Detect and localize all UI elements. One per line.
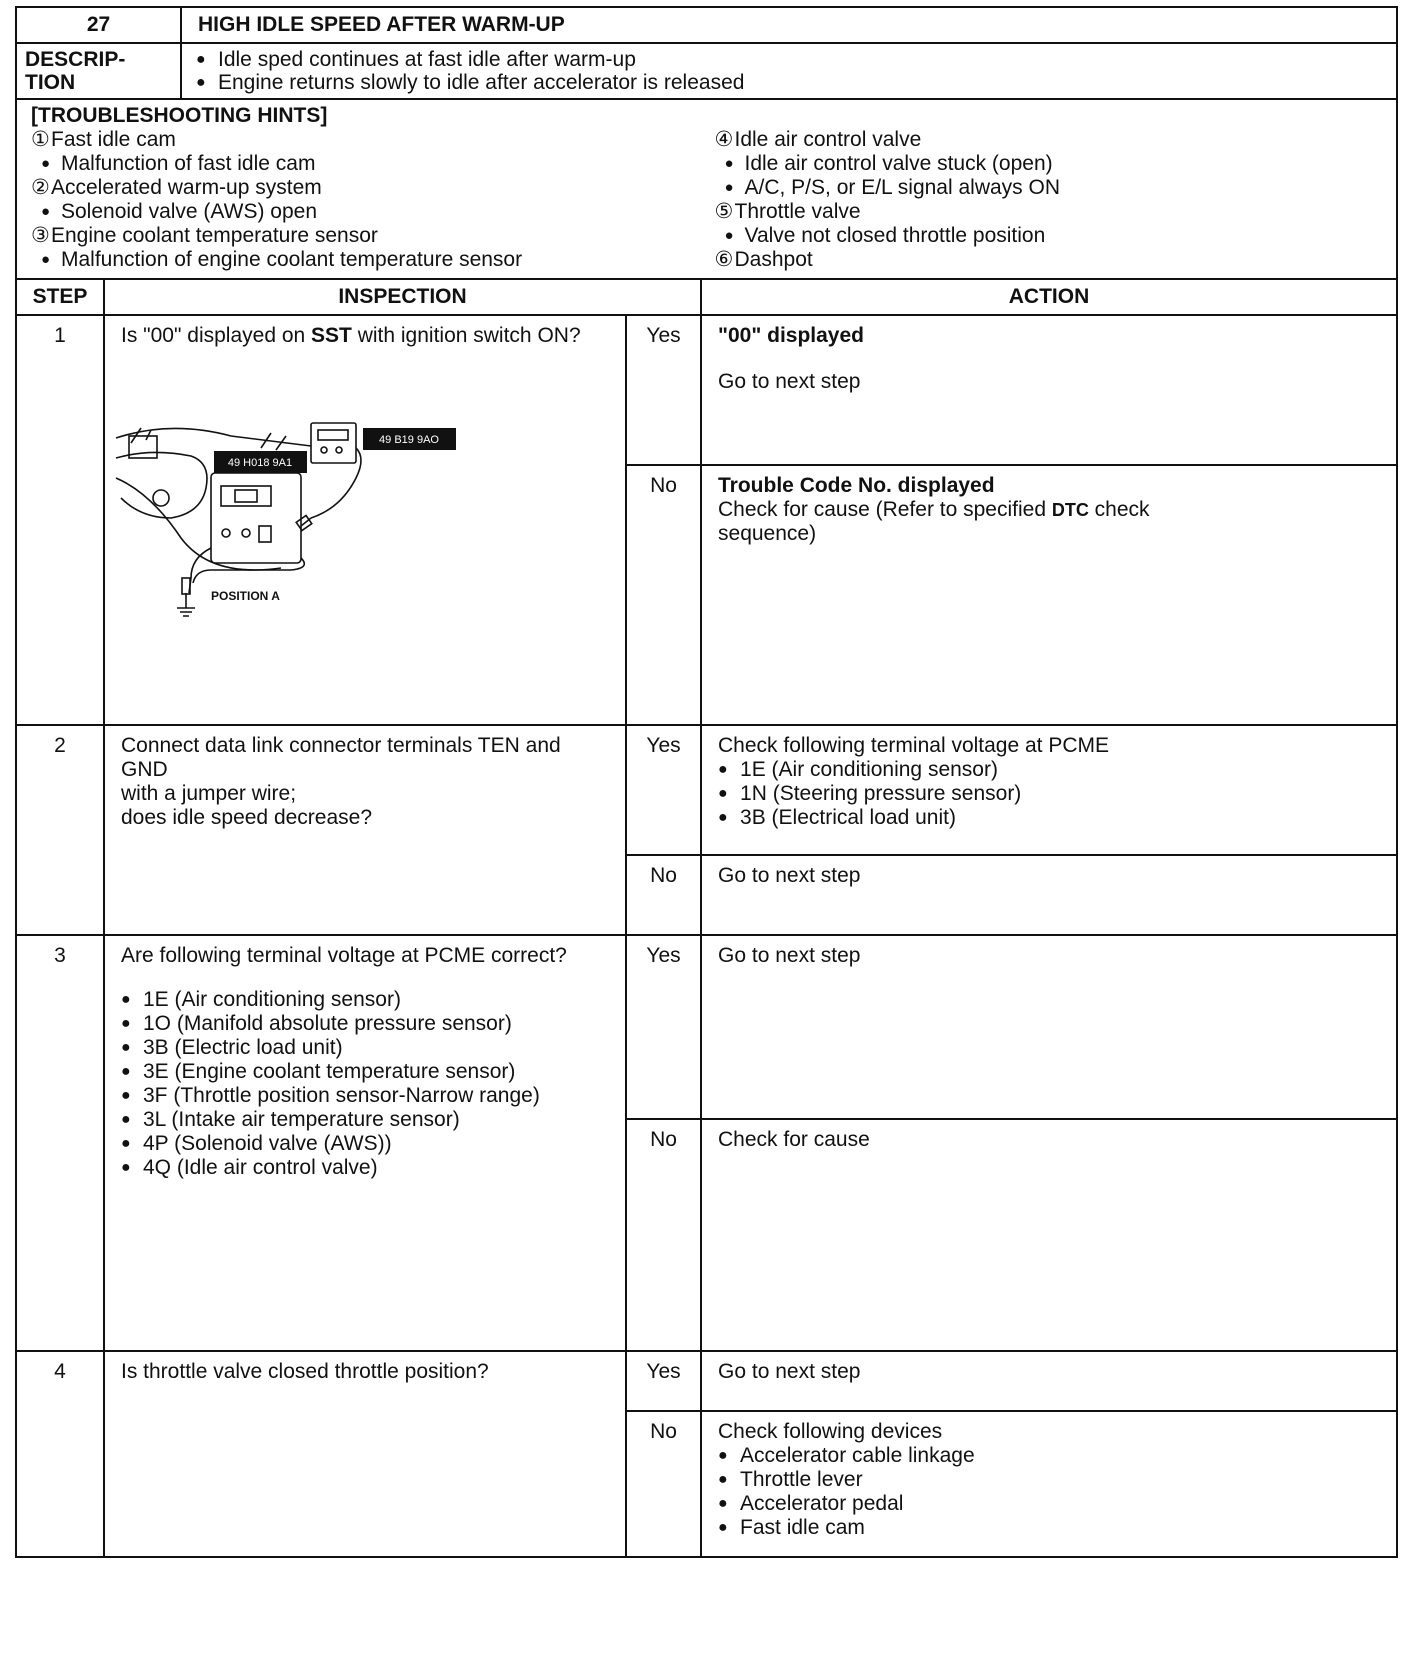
action-item: ● Accelerator pedal [718, 1492, 1380, 1516]
hints-right-column [703, 128, 1387, 272]
step-inspection: Is throttle valve closed throttle position? [104, 1351, 626, 1557]
sst-label-1: 49 H018 9A1 [227, 456, 293, 469]
header-table [15, 6, 1398, 280]
hint-detail: ● Valve not closed throttle position [715, 224, 1387, 248]
steps-table [15, 278, 1398, 1558]
hint-detail: ● A/C, P/S, or E/L signal always ON [715, 176, 1387, 200]
yes-label: Yes [626, 725, 701, 855]
yes-label: Yes [626, 1351, 701, 1411]
inspection-item: ● 4Q (Idle air control valve) [121, 1156, 609, 1180]
description-item: ● Engine returns slowly to idle after accelerator is released [196, 71, 1382, 94]
inspection-item: ● 1O (Manifold absolute pressure sensor) [121, 1012, 609, 1036]
inspection-item: ● 3F (Throttle position sensor-Narrow range) [121, 1084, 609, 1108]
step2-yes-action: Check following terminal voltage at PCME ● 1E (Air conditioning sensor) ● 1N (Steering pressure sensor) ● 3B (Electrical load unit) [701, 725, 1397, 855]
inspection-list [121, 988, 609, 1180]
hint-detail: ● Solenoid valve (AWS) open [31, 200, 703, 224]
inspection-item: ● 3B (Electric load unit) [121, 1036, 609, 1060]
step-number: 2 [16, 725, 104, 935]
hints-left-column [31, 128, 703, 272]
description-item: ● Idle sped continues at fast idle after warm-up [196, 48, 1382, 71]
hints-title: [TROUBLESHOOTING HINTS] [31, 104, 328, 127]
sst-connection-illustration [111, 418, 471, 618]
action-item: ● Accelerator cable linkage [718, 1444, 1380, 1468]
hint-detail: ● Malfunction of engine coolant temperature sensor [31, 248, 703, 272]
step-number: 1 [16, 315, 104, 725]
step1-no-action: Trouble Code No. displayed Check for cause (Refer to specified DTC check sequence) [701, 465, 1397, 725]
column-header-action: ACTION [701, 279, 1397, 315]
troubleshooting-hints [16, 99, 1397, 279]
no-label: No [626, 465, 701, 725]
procedure-title: HIGH IDLE SPEED AFTER WARM-UP [181, 7, 1397, 43]
troubleshooting-page [15, 6, 1398, 1558]
step-number: 3 [16, 935, 104, 1351]
yes-label: Yes [626, 935, 701, 1119]
action-item: ● 1E (Air conditioning sensor) [718, 758, 1380, 782]
description-body [181, 43, 1397, 99]
hint-heading: ②Accelerated warm-up system [31, 176, 322, 199]
step-inspection: Are following terminal voltage at PCME correct? ● 1E (Air conditioning sensor) ● 1O (Manifold absolute pressure sensor) ● 3B (Electric load unit) ● 3E (Engine coolant temperature sensor) ● 3F (Throttle position sensor-Narrow range) ● 3L (Intake air temperature sensor) ● 4P (Solenoid valve (AWS)) ● 4Q (Idle air control valve) [104, 935, 626, 1351]
step-inspection [104, 315, 626, 725]
procedure-number: 27 [16, 7, 181, 43]
step1-yes-action: "00" displayed Go to next step [701, 315, 1397, 465]
action-item: ● 3B (Electrical load unit) [718, 806, 1380, 830]
sst-connection-diagram [111, 418, 609, 624]
hint-heading: ⑤Throttle valve [714, 200, 861, 223]
step3-yes-action: Go to next step [701, 935, 1397, 1119]
column-header-inspection: INSPECTION [104, 279, 701, 315]
hint-heading: ③Engine coolant temperature sensor [31, 224, 378, 247]
inspection-item: ● 4P (Solenoid valve (AWS)) [121, 1132, 609, 1156]
no-label: No [626, 1411, 701, 1557]
step3-no-action: Check for cause [701, 1119, 1397, 1351]
inspection-question: Is "00" displayed on SST with ignition switch ON? [121, 323, 581, 347]
hint-heading: ④Idle air control valve [714, 128, 922, 151]
step2-no-action: Go to next step [701, 855, 1397, 935]
sst-label-2: 49 B19 9AO [379, 433, 439, 446]
step4-no-action: Check following devices ● Accelerator cable linkage ● Throttle lever ● Accelerator pedal ● Fast idle cam [701, 1411, 1397, 1557]
action-item: ● Throttle lever [718, 1468, 1380, 1492]
action-item: ● 1N (Steering pressure sensor) [718, 782, 1380, 806]
inspection-item: ● 1E (Air conditioning sensor) [121, 988, 609, 1012]
inspection-item: ● 3E (Engine coolant temperature sensor) [121, 1060, 609, 1084]
hint-heading: ①Fast idle cam [31, 128, 176, 151]
step4-yes-action: Go to next step [701, 1351, 1397, 1411]
inspection-item: ● 3L (Intake air temperature sensor) [121, 1108, 609, 1132]
position-label: POSITION A [211, 588, 280, 603]
column-header-step: STEP [16, 279, 104, 315]
step-number: 4 [16, 1351, 104, 1557]
hint-detail: ● Idle air control valve stuck (open) [715, 152, 1387, 176]
no-label: No [626, 1119, 701, 1351]
hint-heading: ⑥Dashpot [714, 248, 813, 271]
hint-detail: ● Malfunction of fast idle cam [31, 152, 703, 176]
yes-label: Yes [626, 315, 701, 465]
description-label: DESCRIP- TION [16, 43, 181, 99]
action-item: ● Fast idle cam [718, 1516, 1380, 1540]
step-inspection: Connect data link connector terminals TEN and GND with a jumper wire; does idle speed decrease? [104, 725, 626, 935]
no-label: No [626, 855, 701, 935]
